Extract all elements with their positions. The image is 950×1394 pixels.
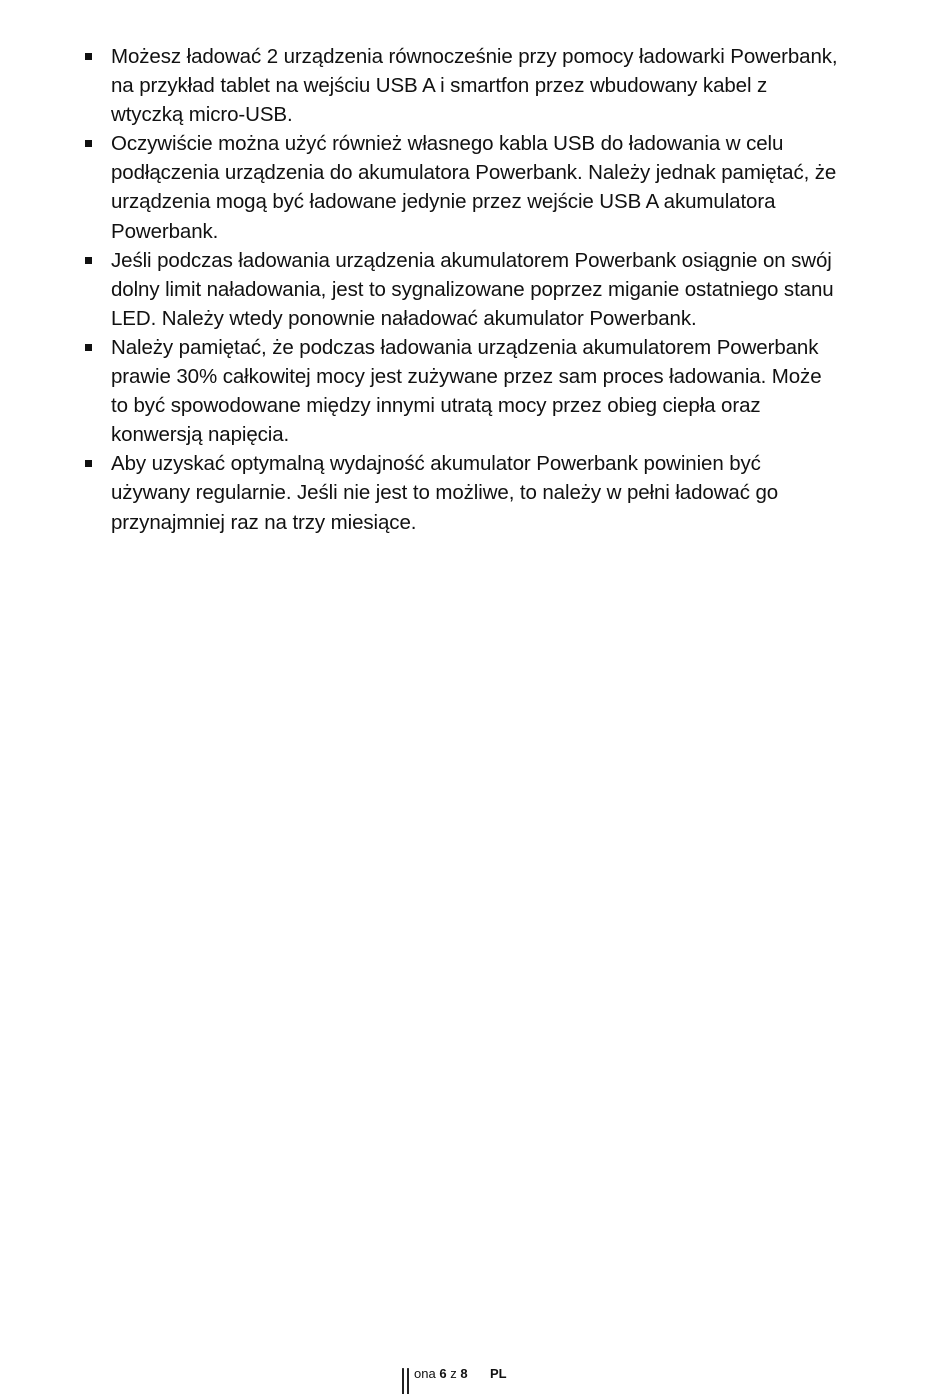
list-item-text: Aby uzyskać optymalną wydajność akumulator Powerbank powinien być używany regularnie. Jeśli nie jest to możliwe, to należy w pełni ładować go przynajmniej raz na trzy miesiące. <box>111 452 779 534</box>
list-item <box>82 246 842 333</box>
square-bullet-icon <box>85 344 92 351</box>
language-code: PL <box>490 1366 507 1381</box>
page-number-prefix: ona <box>414 1366 436 1381</box>
list-item-text: Jeśli podczas ładowania urządzenia akumulatorem Powerbank osiągnie on swój dolny limit naładowania, jest to sygnalizowane poprzez miganie ostatniego stanu LED. Należy wtedy ponownie naładować akumulator Powerbank. <box>111 248 834 330</box>
square-bullet-icon <box>85 53 92 60</box>
list-item-text: Oczywiście można użyć również własnego kabla USB do ładowania w celu podłączenia urządzenia do akumulatora Powerbank. Należy jednak pamiętać, że urządzenia mogą być ładowane jedynie przez wejście USB A akumulatora Powerbank. <box>111 132 837 243</box>
list-item <box>82 449 842 536</box>
square-bullet-icon <box>85 140 92 147</box>
list-item-text: Należy pamiętać, że podczas ładowania urządzenia akumulatorem Powerbank prawie 30% całkowitej mocy jest zużywane przez sam proces ładowania. Może to być spowodowane między innymi utratą mocy przez obieg ciepła oraz konwersją napięcia. <box>111 335 822 447</box>
page-number-total: 8 <box>460 1366 468 1381</box>
square-bullet-icon <box>85 257 92 264</box>
page-number <box>414 1366 468 1381</box>
list-item-text: Możesz ładować 2 urządzenia równocześnie przy pomocy ładowarki Powerbank, na przykład tablet na wejściu USB A i smartfon przez wbudowany kabel z wtyczką micro-USB. <box>111 45 838 127</box>
list-item <box>82 333 842 449</box>
list-item <box>82 42 842 129</box>
page-number-separator: z <box>450 1366 457 1381</box>
footer-decoration-icon <box>400 1368 412 1394</box>
bullet-list <box>82 42 842 537</box>
page-number-current: 6 <box>439 1366 447 1381</box>
square-bullet-icon <box>85 460 92 467</box>
list-item <box>82 129 842 245</box>
